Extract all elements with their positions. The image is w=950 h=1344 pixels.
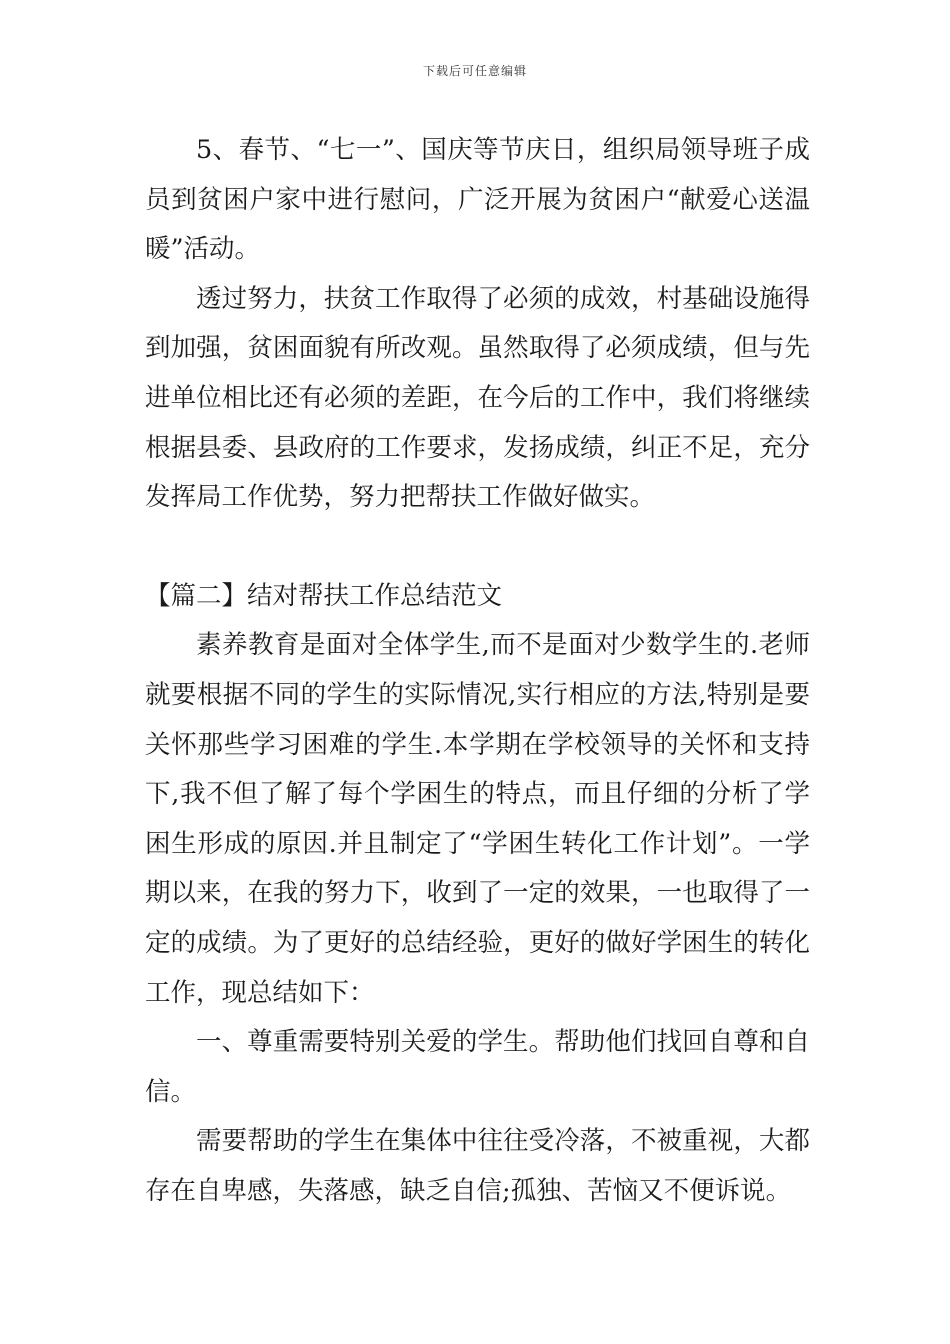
paragraph: 透过努力，扶贫工作取得了必须的成效，村基础设施得到加强，贫困面貌有所改观。虽然取得了必须成绩，但与先进单位相比还有必须的差距，在今后的工作中，我们将继续根据县委、县政府的工作要求，发扬成绩，纠正不足，充分发挥局工作优势，努力把帮扶工作做好做实。 (145, 283, 810, 513)
paragraph: 一、尊重需要特别关爱的学生。帮助他们找回自尊和自信。 (145, 1027, 810, 1107)
paragraph: 5、春节、“七一”、国庆等节庆日，组织局领导班子成员到贫困户家中进行慰问，广泛开展为贫困户“献爱心送温暖”活动。 (145, 135, 810, 265)
section-title: 【篇二】结对帮扶工作总结范文 (145, 580, 503, 611)
paragraph: 需要帮助的学生在集体中往往受冷落，不被重视，大都存在自卑感，失落感，缺乏自信;孤独、苦恼又不便诉说。 (145, 1126, 810, 1206)
page-header: 下载后可任意编辑 (422, 64, 527, 78)
document-body (145, 126, 810, 1216)
paragraph: 素养教育是面对全体学生,而不是面对少数学生的.老师就要根据不同的学生的实际情况,实行相应的方法,特别是要关怀那些学习困难的学生.本学期在学校领导的关怀和支持下,我不但了解了每个学困生的特点，而且仔细的分析了学困生形成的原因.并且制定了“学困生转化工作计划”。一学期以来，在我的努力下，收到了一定的效果，一也取得了一定的成绩。为了更好的总结经验，更好的做好学困生的转化工作，现总结如下： (145, 630, 810, 1008)
